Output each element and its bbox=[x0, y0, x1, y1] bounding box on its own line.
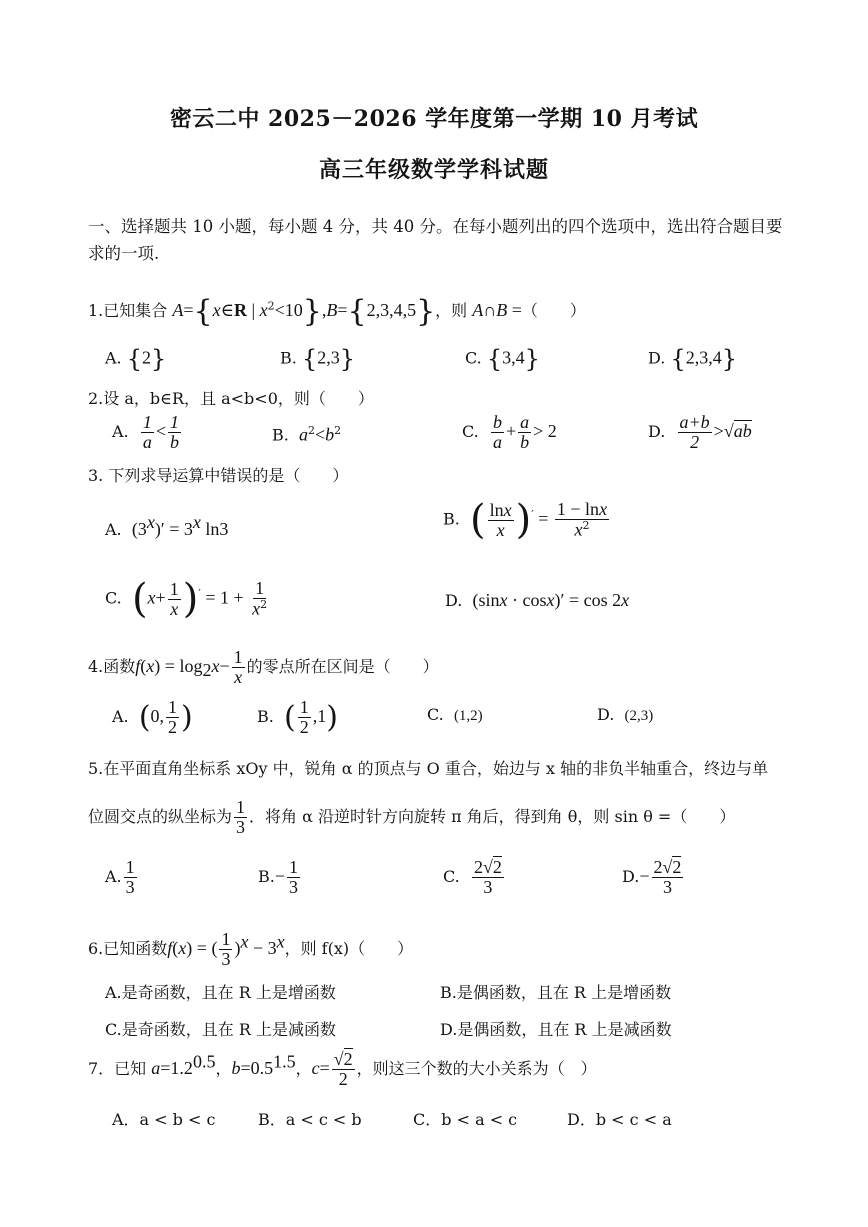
question-5-stem-line2: 位圆交点的纵坐标为 $\frac{1}{3}$ ．将角 α 沿逆时针方向旋转 π 角后，得到角 θ，则 sin θ =（ ） bbox=[88, 797, 736, 837]
question-2-option-b[interactable]: B. $a^2<b^2$ bbox=[272, 424, 342, 445]
section-intro: 一、选择题共 10 小题，每小题 4 分，共 40 分。在每小题列出的四个选项中，选出符合题目要求的一项. bbox=[88, 217, 783, 263]
question-6-option-a[interactable]: A.是奇函数，且在 R 上是增函数 bbox=[105, 983, 336, 1002]
question-7-option-c[interactable]: C．b < a < c bbox=[413, 1110, 518, 1129]
question-7-stem: 7．已知 $a=1.2^{0.5}$，$b=0.5^{1.5}$，c= $\frac{√2}{2}$ ，则这三个数的大小关系为（ ） bbox=[88, 1049, 597, 1089]
question-5-stem-line1: 5.在平面直角坐标系 xOy 中，锐角 α 的顶点与 O 重合，始边与 x 轴的非负半轴重合，终边与单 bbox=[88, 759, 769, 778]
question-7-option-a[interactable]: A．a < b < c bbox=[112, 1110, 216, 1129]
question-2-stem: 2.设 a，b∈R，且 a<b<0，则（ ） bbox=[88, 389, 374, 408]
question-2-option-c[interactable]: C. $\frac{b}{a}$ + $\frac{a}{b}$ > 2 bbox=[462, 412, 557, 452]
question-7-option-b[interactable]: B．a < c < b bbox=[258, 1110, 362, 1129]
question-5-option-c[interactable]: C. $\frac{2√2}{3}$ bbox=[443, 857, 502, 897]
question-1-stem: 1.已知集合 A={x∈R | $x^2<10\},B=\{2,3,4,5\}$，则 A∩B =（ ） bbox=[88, 294, 586, 329]
question-6-option-c[interactable]: C.是奇函数，且在 R 上是减函数 bbox=[105, 1020, 336, 1039]
question-3-option-a[interactable]: A. $(3^x)' = 3^x$ ln3 bbox=[105, 512, 229, 539]
question-3-option-d[interactable]: D. (sinx · cosx)′ = cos 2x bbox=[445, 590, 630, 610]
question-3-option-b[interactable]: B. ( $\frac{\ln x}{x}$ )′ = $\frac{1 - \ln x}{x^2}$ bbox=[443, 497, 608, 543]
question-6-option-d[interactable]: D.是偶函数，且在 R 上是减函数 bbox=[440, 1020, 672, 1039]
question-2-option-a[interactable]: A. $\frac{1}{a}$ < $\frac{1}{b}$ bbox=[112, 412, 179, 452]
question-1-prefix: 1.已知集合 bbox=[88, 301, 168, 320]
question-6-option-b[interactable]: B.是偶函数，且在 R 上是增函数 bbox=[440, 983, 672, 1002]
question-4-option-c[interactable]: C. (1,2) bbox=[427, 705, 483, 724]
question-1-option-a[interactable]: A. {2} bbox=[105, 345, 167, 373]
question-1-math: A bbox=[172, 300, 184, 320]
question-7-option-d[interactable]: D．b < c < a bbox=[567, 1110, 672, 1129]
question-4-stem: 4.函数$f(x) = \log_2x-$ $\frac{1}{x}$ 的零点所在区间是（ ） bbox=[88, 647, 439, 687]
question-6-stem: 6.已知函数f(x) = ( $\frac{1}{3}$ )$^x - 3^x$，则 f(x)（ ） bbox=[88, 929, 414, 969]
question-5-option-a[interactable]: A. $\frac{1}{3}$ bbox=[105, 857, 135, 897]
question-1-option-b[interactable]: B. {2,3} bbox=[280, 345, 355, 373]
question-4-option-b[interactable]: B. ( $\frac{1}{2}$ ,1) bbox=[257, 697, 338, 737]
question-3-stem: 3. 下列求导运算中错误的是（ ） bbox=[88, 466, 349, 485]
question-3-option-c[interactable]: C. (x+ $\frac{1}{x}$ )′ = 1 + $\frac{1}{x^2}$ bbox=[105, 576, 268, 622]
question-2-option-d[interactable]: D. $\frac{a+b}{2}$ >√ab bbox=[648, 412, 752, 452]
question-1-option-d[interactable]: D. {2,3,4} bbox=[648, 345, 737, 373]
page-subtitle: 高三年级数学学科试题 bbox=[318, 157, 549, 183]
question-1-option-c[interactable]: C. {3,4} bbox=[465, 345, 540, 373]
question-5-option-b[interactable]: B.− $\frac{1}{3}$ bbox=[258, 857, 298, 897]
question-5-option-d[interactable]: D.− $\frac{2√2}{3}$ bbox=[622, 857, 682, 897]
question-4-option-d[interactable]: D. (2,3) bbox=[597, 705, 654, 724]
page-title: 密云二中 2025－2026 学年度第一学期 10 月考试 bbox=[169, 106, 699, 132]
question-4-option-a[interactable]: A. (0, $\frac{1}{2}$ ) bbox=[112, 697, 193, 737]
